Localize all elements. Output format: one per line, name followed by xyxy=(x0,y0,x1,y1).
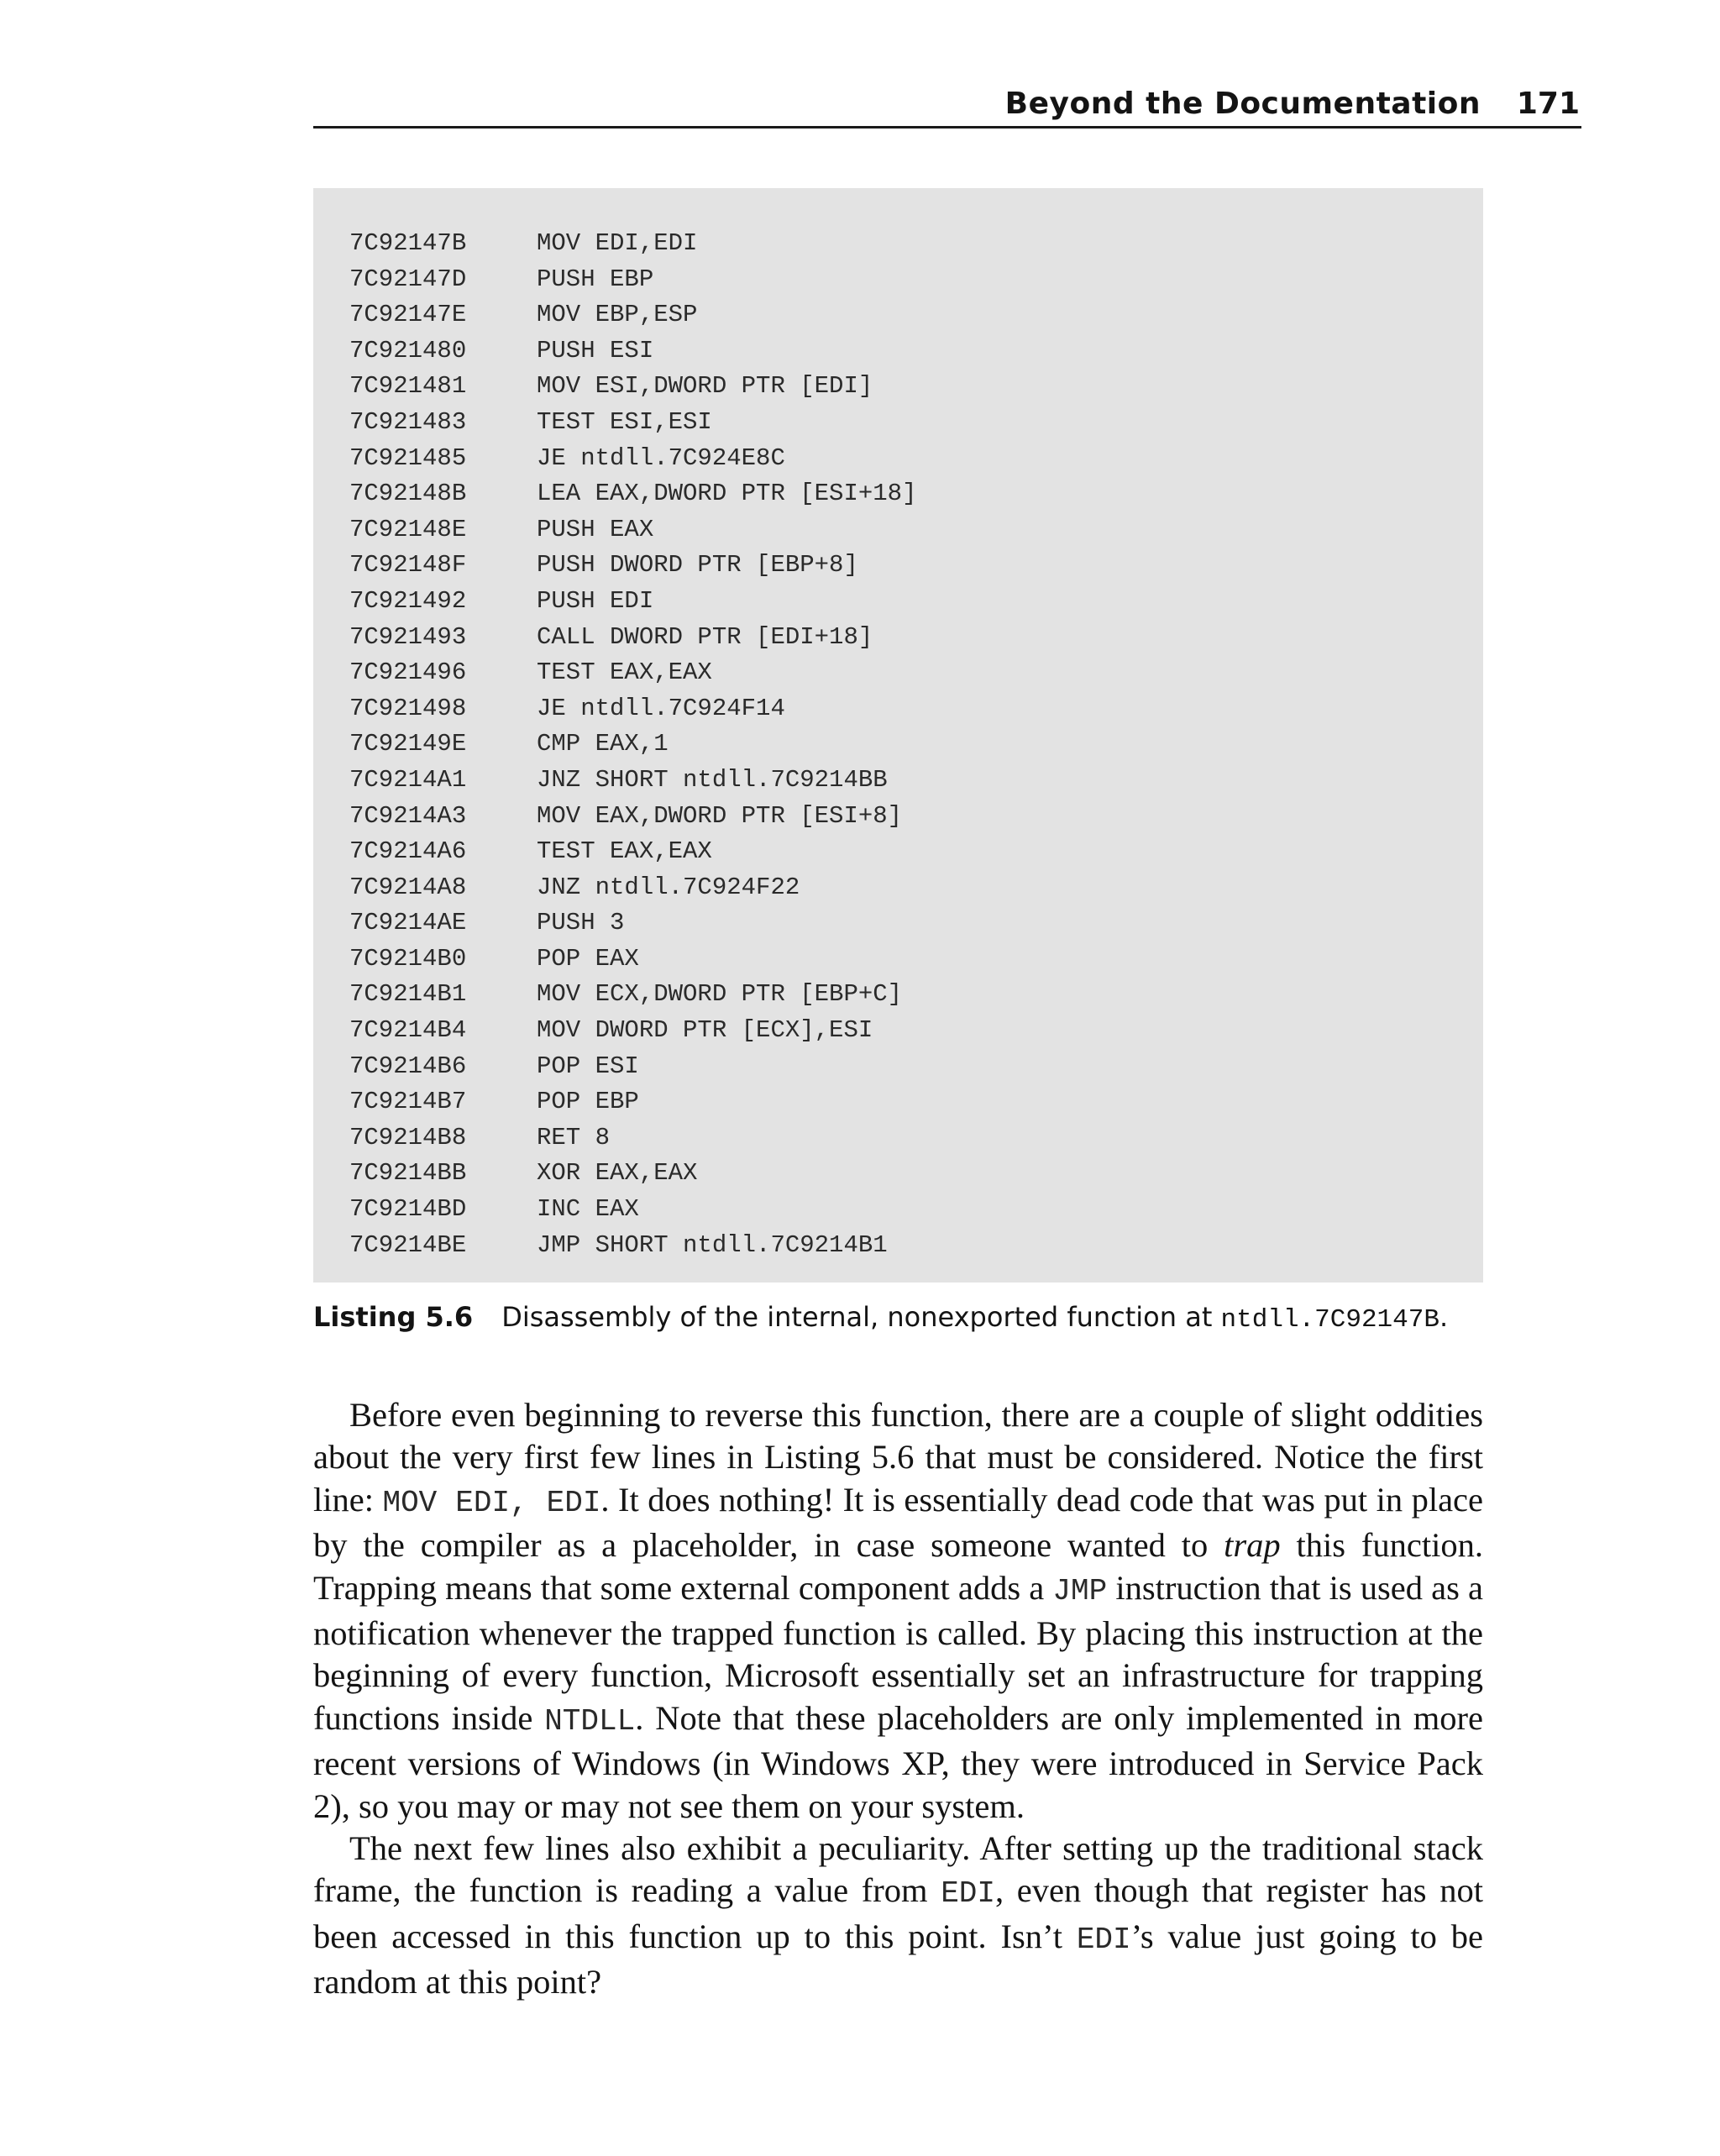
code-line xyxy=(349,441,916,477)
code-line-address: 7C921492 xyxy=(349,586,467,615)
emphasis: trap xyxy=(1224,1526,1281,1565)
code-line xyxy=(349,727,916,763)
code-line xyxy=(349,1192,916,1228)
code-line xyxy=(349,1013,916,1049)
code-line-instruction: MOV EDI,EDI xyxy=(537,229,698,257)
paragraph-1-text-3: this function. Trapping means that some external component adds a xyxy=(313,1526,1483,1607)
code-line-instruction: POP ESI xyxy=(537,1052,639,1080)
code-listing xyxy=(313,188,1483,1283)
code-line-address: 7C92148F xyxy=(349,551,467,580)
paragraph-1-text-1: Before even beginning to reverse this function, there are a couple of slight oddities about the very first few lines in Listing 5.6 that must be considered. Notice the first line: xyxy=(313,1396,1483,1519)
paragraph-2-text-3: ’s value just going to be random at this point? xyxy=(313,1917,1483,2001)
code-line-address: 7C9214A3 xyxy=(349,801,467,830)
code-line xyxy=(349,1156,916,1192)
paragraph-1-text-5: . Note that these placeholders are only implemented in more recent versions of Windows (in Windows XP, they were introduced in Service Pack 2), so you may or may not see them on your system. xyxy=(313,1698,1483,1825)
listing-caption-label: Listing 5.6 xyxy=(313,1301,474,1333)
code-line-instruction: MOV EBP,ESP xyxy=(537,301,698,329)
code-line-instruction: MOV DWORD PTR [ECX],ESI xyxy=(537,1016,873,1045)
code-line-instruction: PUSH 3 xyxy=(537,909,625,937)
code-line-address: 7C92149E xyxy=(349,730,467,758)
listing-caption xyxy=(313,1296,1573,1341)
code-line xyxy=(349,763,916,799)
inline-code: NTDLL xyxy=(544,1703,636,1739)
code-line-instruction: TEST EAX,EAX xyxy=(537,837,712,866)
code-line-instruction: LEA EAX,DWORD PTR [ESI+18] xyxy=(537,480,917,508)
code-line xyxy=(349,369,916,405)
paragraph-2-text-2: , even though that register has not been accessed in this function up to this point. Isn’t xyxy=(313,1871,1483,1955)
code-line-address: 7C9214BB xyxy=(349,1159,467,1188)
code-line xyxy=(349,584,916,620)
code-line xyxy=(349,405,916,441)
paragraph-2-text-1: The next few lines also exhibit a peculiarity. After setting up the traditional stack frame, the function is reading a value from xyxy=(313,1829,1483,1910)
running-header-title: Beyond the Documentation xyxy=(1004,87,1481,121)
code-line-instruction: TEST ESI,ESI xyxy=(537,407,712,436)
code-line xyxy=(349,870,916,906)
code-line-address: 7C9214B8 xyxy=(349,1123,467,1151)
code-line-instruction: CALL DWORD PTR [EDI+18] xyxy=(537,622,873,651)
code-line-address: 7C9214BD xyxy=(349,1195,467,1224)
code-line-instruction: PUSH EDI xyxy=(537,586,654,615)
inline-code: EDI xyxy=(941,1876,995,1912)
inline-code: EDI xyxy=(1076,1922,1131,1957)
code-line-instruction: PUSH DWORD PTR [EBP+8] xyxy=(537,551,858,580)
code-line-address: 7C921493 xyxy=(349,622,467,651)
code-line xyxy=(349,512,916,548)
code-line-instruction: CMP EAX,1 xyxy=(537,730,669,758)
code-line-address: 7C92147E xyxy=(349,301,467,329)
code-line-instruction: JNZ ntdll.7C924F22 xyxy=(537,873,800,901)
code-line-address: 7C9214B4 xyxy=(349,1016,467,1045)
code-line xyxy=(349,1228,916,1264)
code-line xyxy=(349,977,916,1013)
inline-code: MOV EDI, EDI xyxy=(382,1485,601,1520)
code-line-instruction: TEST EAX,EAX xyxy=(537,658,712,687)
code-line xyxy=(349,620,916,656)
code-line-address: 7C92147B xyxy=(349,229,467,257)
code-line-instruction: JE ntdll.7C924F14 xyxy=(537,694,785,722)
code-line-instruction: JE ntdll.7C924E8C xyxy=(537,443,785,472)
code-line-address: 7C921481 xyxy=(349,372,467,401)
code-line-address: 7C9214AE xyxy=(349,909,467,937)
code-line-address: 7C92147D xyxy=(349,265,467,293)
code-line xyxy=(349,1049,916,1085)
code-line xyxy=(349,226,916,262)
code-line-address: 7C9214B0 xyxy=(349,944,467,973)
paragraph-1-text-4: instruction that is used as a notification whenever the trapped function is called. By placing this instruction at the beginning of every function, Microsoft essentially set an infrastructure for trapping functions inside xyxy=(313,1568,1483,1737)
code-line xyxy=(349,333,916,370)
code-line-address: 7C92148B xyxy=(349,480,467,508)
code-line xyxy=(349,799,916,835)
listing-caption-text: Disassembly of the internal, nonexported function at xyxy=(501,1301,1221,1333)
code-listing-lines xyxy=(349,226,916,1263)
code-line-instruction: PUSH EBP xyxy=(537,265,654,293)
code-line-instruction: XOR EAX,EAX xyxy=(537,1159,698,1188)
code-line-address: 7C9214B1 xyxy=(349,980,467,1009)
code-line-instruction: JMP SHORT ntdll.7C9214B1 xyxy=(537,1230,888,1259)
code-line-address: 7C9214B6 xyxy=(349,1052,467,1080)
code-line-address: 7C921483 xyxy=(349,407,467,436)
code-line-instruction: PUSH EAX xyxy=(537,515,654,543)
listing-caption-end: . xyxy=(1439,1301,1449,1333)
code-line-address: 7C921485 xyxy=(349,443,467,472)
code-line-address: 7C92148E xyxy=(349,515,467,543)
code-line-address: 7C9214A8 xyxy=(349,873,467,901)
code-line xyxy=(349,476,916,512)
inline-code: JMP xyxy=(1052,1573,1108,1608)
code-line-instruction: MOV ECX,DWORD PTR [EBP+C] xyxy=(537,980,903,1009)
running-header xyxy=(313,77,1581,129)
code-line-address: 7C9214A1 xyxy=(349,765,467,794)
code-line-address: 7C9214A6 xyxy=(349,837,467,866)
code-line xyxy=(349,834,916,870)
code-line-address: 7C921480 xyxy=(349,336,467,365)
paragraph-2 xyxy=(313,1828,1483,2004)
code-line-instruction: RET 8 xyxy=(537,1123,611,1151)
code-line xyxy=(349,262,916,298)
body-text xyxy=(313,1394,1483,2004)
paragraph-1-text-2: . It does nothing! It is essentially dead code that was put in place by the compiler as a placeholder, in case someone wanted to xyxy=(313,1480,1483,1565)
code-line-instruction: INC EAX xyxy=(537,1195,639,1224)
code-line-instruction: POP EAX xyxy=(537,944,639,973)
code-line-address: 7C921496 xyxy=(349,658,467,687)
code-line-address: 7C921498 xyxy=(349,694,467,722)
code-line-instruction: PUSH ESI xyxy=(537,336,654,365)
code-line xyxy=(349,905,916,942)
code-line-instruction: JNZ SHORT ntdll.7C9214BB xyxy=(537,765,888,794)
page-number: 171 xyxy=(1516,87,1580,121)
code-line xyxy=(349,655,916,691)
code-line-address: 7C9214BE xyxy=(349,1230,467,1259)
listing-caption-code: ntdll.7C92147B xyxy=(1220,1305,1439,1335)
code-line xyxy=(349,1120,916,1157)
code-line xyxy=(349,942,916,978)
code-line-address: 7C9214B7 xyxy=(349,1088,467,1116)
code-line xyxy=(349,1084,916,1120)
code-line xyxy=(349,297,916,333)
code-line-instruction: MOV ESI,DWORD PTR [EDI] xyxy=(537,372,873,401)
code-line xyxy=(349,548,916,584)
code-line-instruction: POP EBP xyxy=(537,1088,639,1116)
paragraph-1 xyxy=(313,1394,1483,1828)
code-line-instruction: MOV EAX,DWORD PTR [ESI+8] xyxy=(537,801,903,830)
code-line xyxy=(349,691,916,727)
